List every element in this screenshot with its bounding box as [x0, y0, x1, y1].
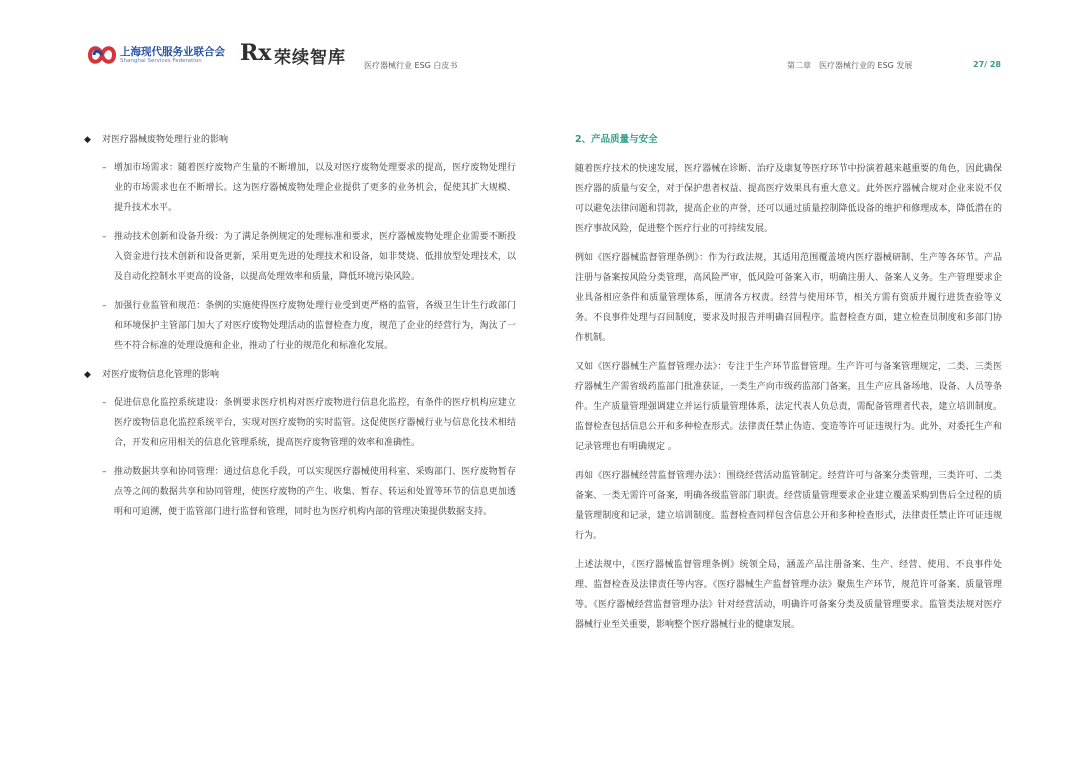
dash-bullet-icon: –	[102, 163, 107, 173]
section-heading: ◆ 对医疗器械废物处理行业的影响	[84, 130, 516, 150]
list-item: – 加强行业监管和规范：条例的实施使得医疗废物处理行业受到更严格的监管，各级卫生计生行政部门和环境保护主管部门加大了对医疗废物处理活动的监督检查力度，规范了企业的经营行为，淘汰了一些不符合标准的处理设施和企业，推动了行业的规范化和标准化发展。	[84, 296, 516, 356]
list-item: – 推动数据共享和协同管理：通过信息化手段，可以实现医疗器械使用科室、采购部门、医疗废物暂存点等之间的数据共享和协同管理，使医疗废物的产生、收集、暂存、转运和处置等环节的信息更加透明和可追溯，便于监管部门进行监督和管理，同时也为医疗机构内部的管理决策提供数据支持。	[84, 462, 516, 522]
dash-bullet-icon: –	[102, 467, 107, 477]
brand-logo	[240, 40, 360, 70]
federation-logo-icon	[86, 42, 118, 68]
diamond-bullet-icon: ◆	[84, 135, 91, 145]
dash-bullet-icon: –	[102, 398, 107, 408]
paragraph: 再如《医疗器械经营监督管理办法》：围绕经营活动监管制定。经营许可与备案分类管理，三类许可、二类备案、一类无需许可备案，明确各级监管部门职责。经营质量管理要求企业建立覆盖采购到售后全过程的质量管理制度和记录，建立培训制度。监督检查同样包含信息公开和多种检查形式，法律责任禁止许可证违规行为。	[575, 471, 1002, 541]
list-item: – 推动技术创新和设备升级：为了满足条例规定的处理标准和要求，医疗器械废物处理企业需要不断投入资金进行技术创新和设备更新，采用更先进的处理技术和设备，如非焚烧、低排放型处理技术，以及自动化控制水平更高的设备，以提高处理效率和质量，降低环境污染风险。	[84, 227, 516, 287]
paragraph: 上述法规中，《医疗器械监督管理条例》统领全局，涵盖产品注册备案、生产、经营、使用、不良事件处理、监督检查及法律责任等内容。《医疗器械生产监督管理办法》聚焦生产环节，规范许可备案、质量管理等。《医疗器械经营监督管理办法》针对经营活动，明确许可备案分类及质量管理要求。监管类法规对医疗器械行业至关重要，影响整个医疗器械行业的健康发展。	[575, 560, 1002, 630]
list-item: – 增加市场需求：随着医疗废物产生量的不断增加，以及对医疗废物处理要求的提高，医疗废物处理行业的市场需求也在不断增长。这为医疗器械废物处理企业提供了更多的业务机会，促使其扩大规模、提升技术水平。	[84, 158, 516, 218]
org-name: 上海现代服务业联合会	[120, 46, 225, 58]
page-number: 27/ 28	[973, 60, 1001, 69]
org-name-en: Shanghai Services Federation	[120, 58, 202, 64]
paragraph: 又如《医疗器械生产监督管理办法》：专注于生产环节监督管理。生产许可与备案管理规定，二类、三类医疗器械生产需省级药监部门批准获证，一类生产向市级药监部门备案，且生产应具备场地、设备、人员等条件。生产质量管理强调建立并运行质量管理体系，法定代表人负总责，需配备管理者代表，建立培训制度。监督检查包括信息公开和多种检查形式。法律责任禁止伪造、变造等许可证违规行为。此外，对委托生产和记录管理也有明确规定 。	[575, 362, 1002, 452]
dash-bullet-icon: –	[102, 232, 107, 242]
section-heading: ◆ 对医疗废物信息化管理的影响	[84, 365, 516, 385]
dash-bullet-icon: –	[102, 301, 107, 311]
diamond-bullet-icon: ◆	[84, 370, 91, 380]
list-item: – 促进信息化监控系统建设：条例要求医疗机构对医疗废物进行信息化监控，有条件的医疗机构应建立医疗废物信息化监控系统平台，实现对医疗废物的实时监管。这促使医疗器械行业与信息化技术相结合，开发和应用相关的信息化管理系统，提高医疗废物管理的效率和准确性。	[84, 393, 516, 453]
right-column	[575, 130, 1002, 644]
document-title: 医疗器械行业 ESG 白皮书	[364, 61, 458, 70]
federation-logo	[86, 42, 226, 70]
page-header	[0, 0, 1080, 80]
left-column	[84, 130, 516, 531]
section-title: 2、产品质量与安全	[575, 134, 658, 145]
paragraph: 例如《医疗器械监督管理条例》：作为行政法规，其适用范围覆盖境内医疗器械研制、生产等各环节。产品注册与备案按风险分类管理，高风险严审，低风险可备案入市，明确注册人、备案人义务。生产管理要求企业具备相应条件和质量管理体系，厘清各方权责。经营与使用环节，相关方需有资质并履行进货查验等义务。不良事件处理与召回制度，要求及时报告并明确召回程序。监督检查方面，建立检查员制度和多部门协作机制。	[575, 253, 1002, 343]
chapter-title: 第二章 医疗器械行业的 ESG 发展	[787, 61, 913, 70]
paragraph: 随着医疗技术的快速发展，医疗器械在诊断、治疗及康复等医疗环节中扮演着越来越重要的角色，因此确保医疗器的质量与安全，对于保护患者权益、提高医疗效果具有重大意义。此外医疗器械合规对企业来说不仅可以避免法律问题和罚款，提高企业的声誉，还可以通过质量控制降低设备的维护和修理成本，降低潜在的医疗事故风险，促进整个医疗行业的可持续发展。	[575, 164, 1002, 234]
brand-name: 荣续智库	[274, 48, 346, 68]
brand-mark: Rx	[240, 40, 272, 66]
